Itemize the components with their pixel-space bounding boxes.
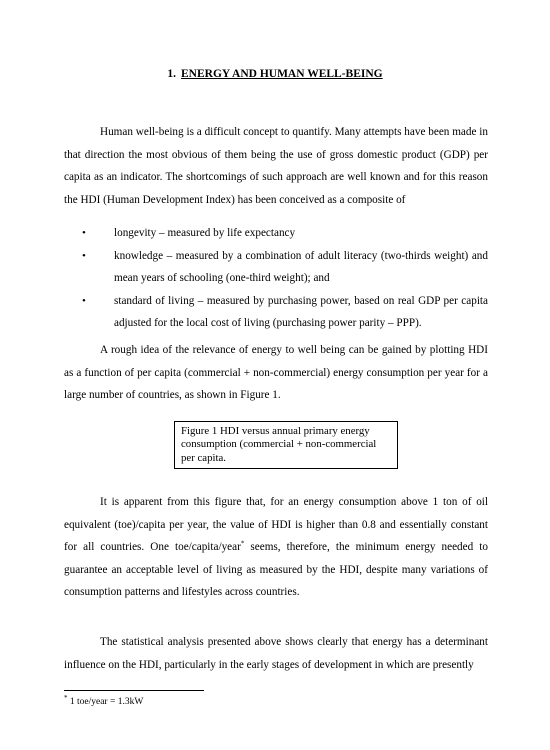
paragraph-analysis-text-end: seems, therefore, the minimum energy needed to guarantee an acceptable level of living as measured by the HDI, despite many variations of consumption patterns and lifestyles across countries. <box>64 541 488 598</box>
footnote-divider <box>64 690 204 691</box>
bullet-icon: • <box>82 294 86 307</box>
footnote-reference[interactable]: * <box>240 539 245 548</box>
list-item-text: knowledge – measured by a combination of adult literacy (two-thirds weight) and mean years of schooling (one-third weight); and <box>114 249 488 284</box>
paragraph-intro-text: Human well-being is a difficult concept to quantify. Many attempts have been made in that direction the most obvious of them being the use of gross domestic product (GDP) per capita as an indicator. The shortcomings of such approach are well known and for this reason the HDI (Human Development Index) has been conceived as a composite of <box>64 126 488 206</box>
list-item <box>82 222 488 245</box>
paragraph-conclusion-text: The statistical analysis presented above shows clearly that energy has a determinant influence on the HDI, particularly in the early stages of development in which are presently <box>64 636 488 671</box>
list-item-text: longevity – measured by life expectancy <box>114 227 296 239</box>
list-item <box>82 290 488 335</box>
paragraph-conclusion <box>64 631 488 676</box>
paragraph-energy-relevance-text: A rough idea of the relevance of energy to well being can be gained by plotting HDI as a function of per capita (commercial + non-commercial) energy consumption per year for a large number of countries, as shown in Figure 1. <box>64 344 488 401</box>
list-item-text: standard of living – measured by purchasing power, based on real GDP per capita adjusted for the local cost of living (purchasing power parity – PPP). <box>114 294 488 329</box>
footnote-marker: * <box>64 693 68 702</box>
hdi-components-list <box>82 222 488 335</box>
section-title: ENERGY AND HUMAN WELL-BEING <box>181 68 383 80</box>
paragraph-energy-relevance <box>64 339 488 407</box>
bullet-icon: • <box>82 249 86 262</box>
bullet-icon: • <box>82 227 86 239</box>
figure-caption: Figure 1 HDI versus annual primary energy consumption (commercial + non-commercial per capita. <box>181 425 377 464</box>
section-heading <box>0 68 550 80</box>
footnote <box>64 693 144 707</box>
list-item <box>82 245 488 290</box>
footnote-text: 1 toe/year = 1.3kW <box>67 697 144 707</box>
paragraph-analysis <box>64 491 488 604</box>
paragraph-intro <box>64 121 488 211</box>
figure-caption-box <box>174 421 398 469</box>
section-number: 1. <box>167 68 177 80</box>
paragraph-analysis-text-start: It is apparent from this figure that, for an energy consumption above 1 ton of oil equivalent (toe)/capita per year, the value of HDI is higher than 0.8 and essentially constant for all countries. One toe/capita/year <box>64 496 488 553</box>
